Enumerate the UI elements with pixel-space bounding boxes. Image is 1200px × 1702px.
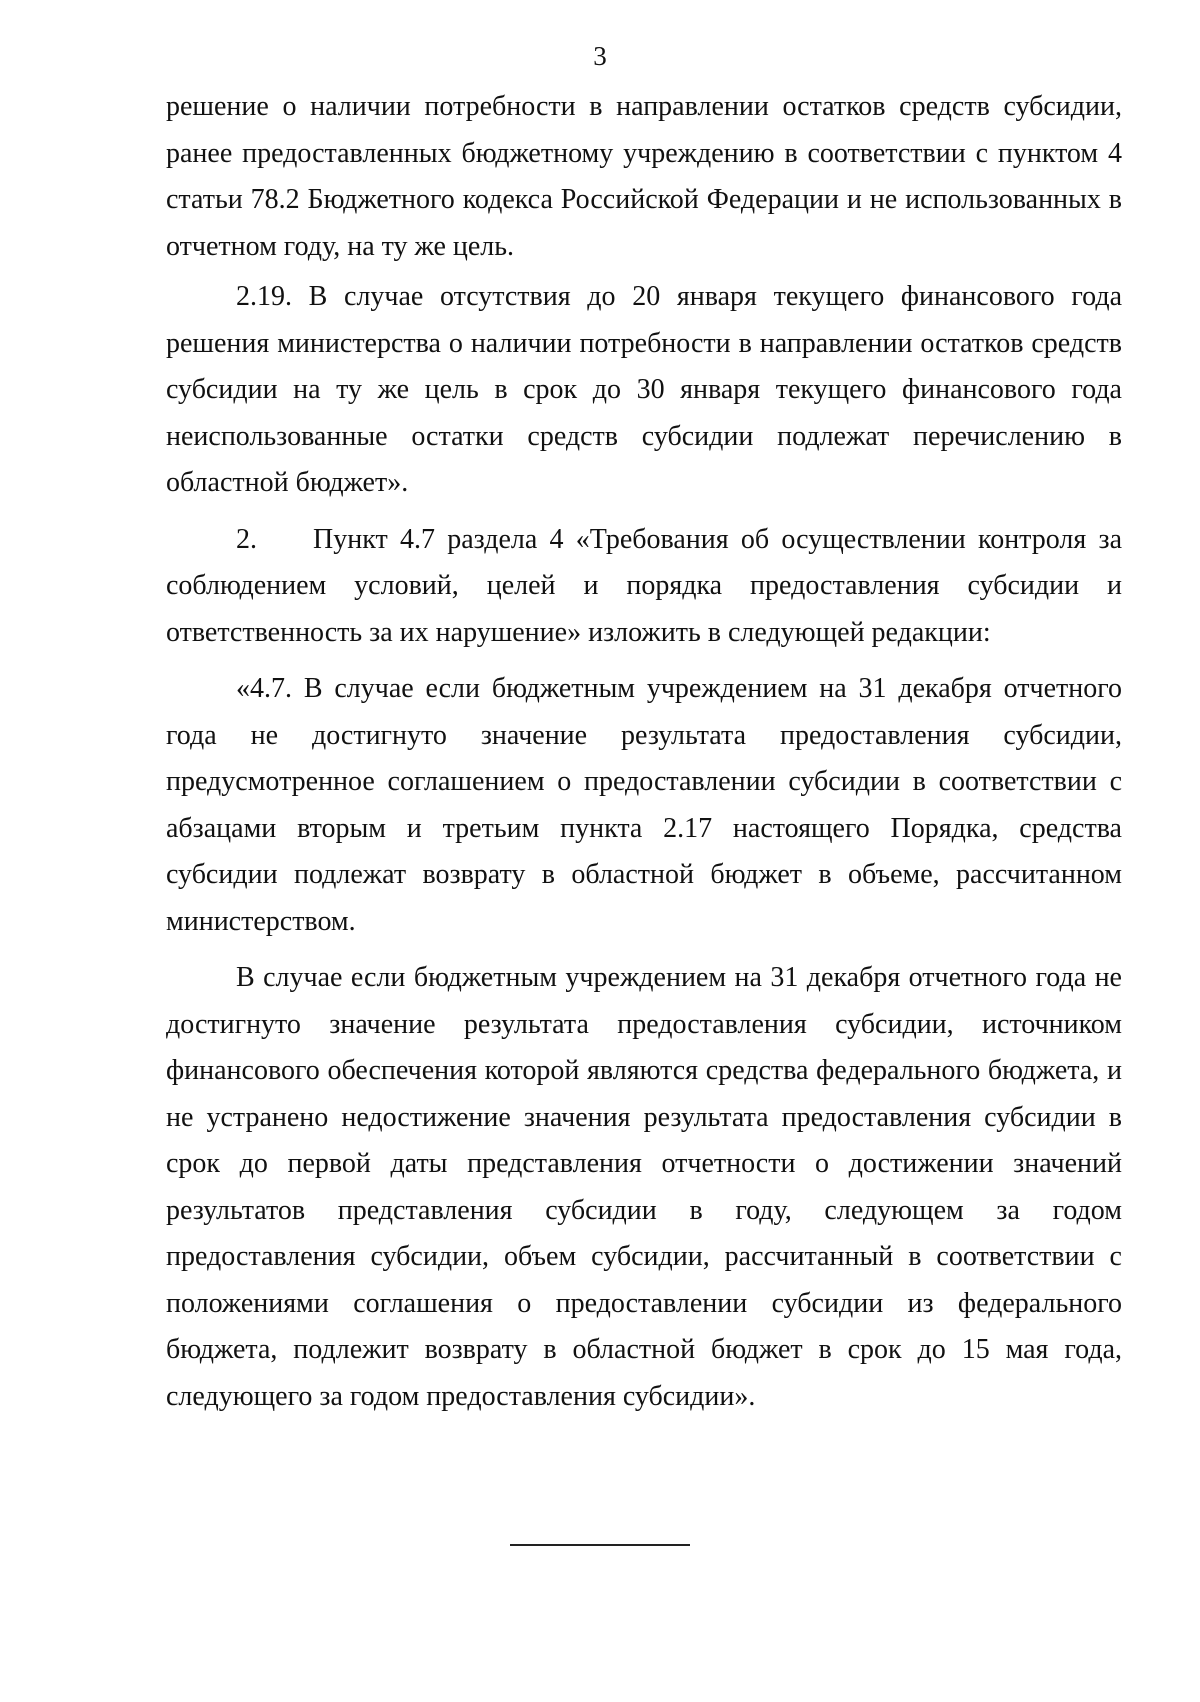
- paragraph-2-19: 2.19. В случае отсутствия до 20 января текущего финансового года решения министерства о наличии потребности в направлении остатков средств субсидии на ту же цель в срок до 30 января текущего финансового года неиспользованные остатки средств субсидии подлежат перечислению в областной бюджет».: [166, 281, 1122, 498]
- document-body: [166, 84, 1122, 1430]
- paragraph-continuation: решение о наличии потребности в направлении остатков средств субсидии, ранее предоставленных бюджетному учреждению в соответствии с пунктом 4 статьи 78.2 Бюджетного кодекса Российской Федерации и не использованных в отчетном году, на ту же цель.: [166, 91, 1122, 262]
- end-of-text-rule: [510, 1544, 690, 1546]
- paragraph-4-7: «4.7. В случае если бюджетным учреждением на 31 декабря отчетного года не достигнуто значение результата предоставления субсидии, предусмотренное соглашением о предоставлении субсидии в соответствии с абзацами вторым и третьим пункта 2.17 настоящего Порядка, средства субсидии подлежат возврату в областной бюджет в объеме, рассчитанном министерством.: [166, 673, 1122, 937]
- paragraph-federal-budget: В случае если бюджетным учреждением на 31 декабря отчетного года не достигнуто значение результата предоставления субсидии, источником финансового обеспечения которой являются средства федерального бюджета, и не устранено недостижение значения результата предоставления субсидии в срок до первой даты представления отчетности о достижении значений результатов представления субсидии в году, следующем за годом предоставления субсидии, объем субсидии, рассчитанный в соответствии с положениями соглашения о предоставлении субсидии из федерального бюджета, подлежит возврату в областной бюджет в срок до 15 мая года, следующего за годом предоставления субсидии».: [166, 962, 1122, 1412]
- paragraph-item-2: 2. Пункт 4.7 раздела 4 «Требования об осуществлении контроля за соблюдением условий, целей и порядка предоставления субсидии и ответственность за их нарушение» изложить в следующей редакции:: [166, 523, 1122, 648]
- page-number: 3: [593, 41, 607, 71]
